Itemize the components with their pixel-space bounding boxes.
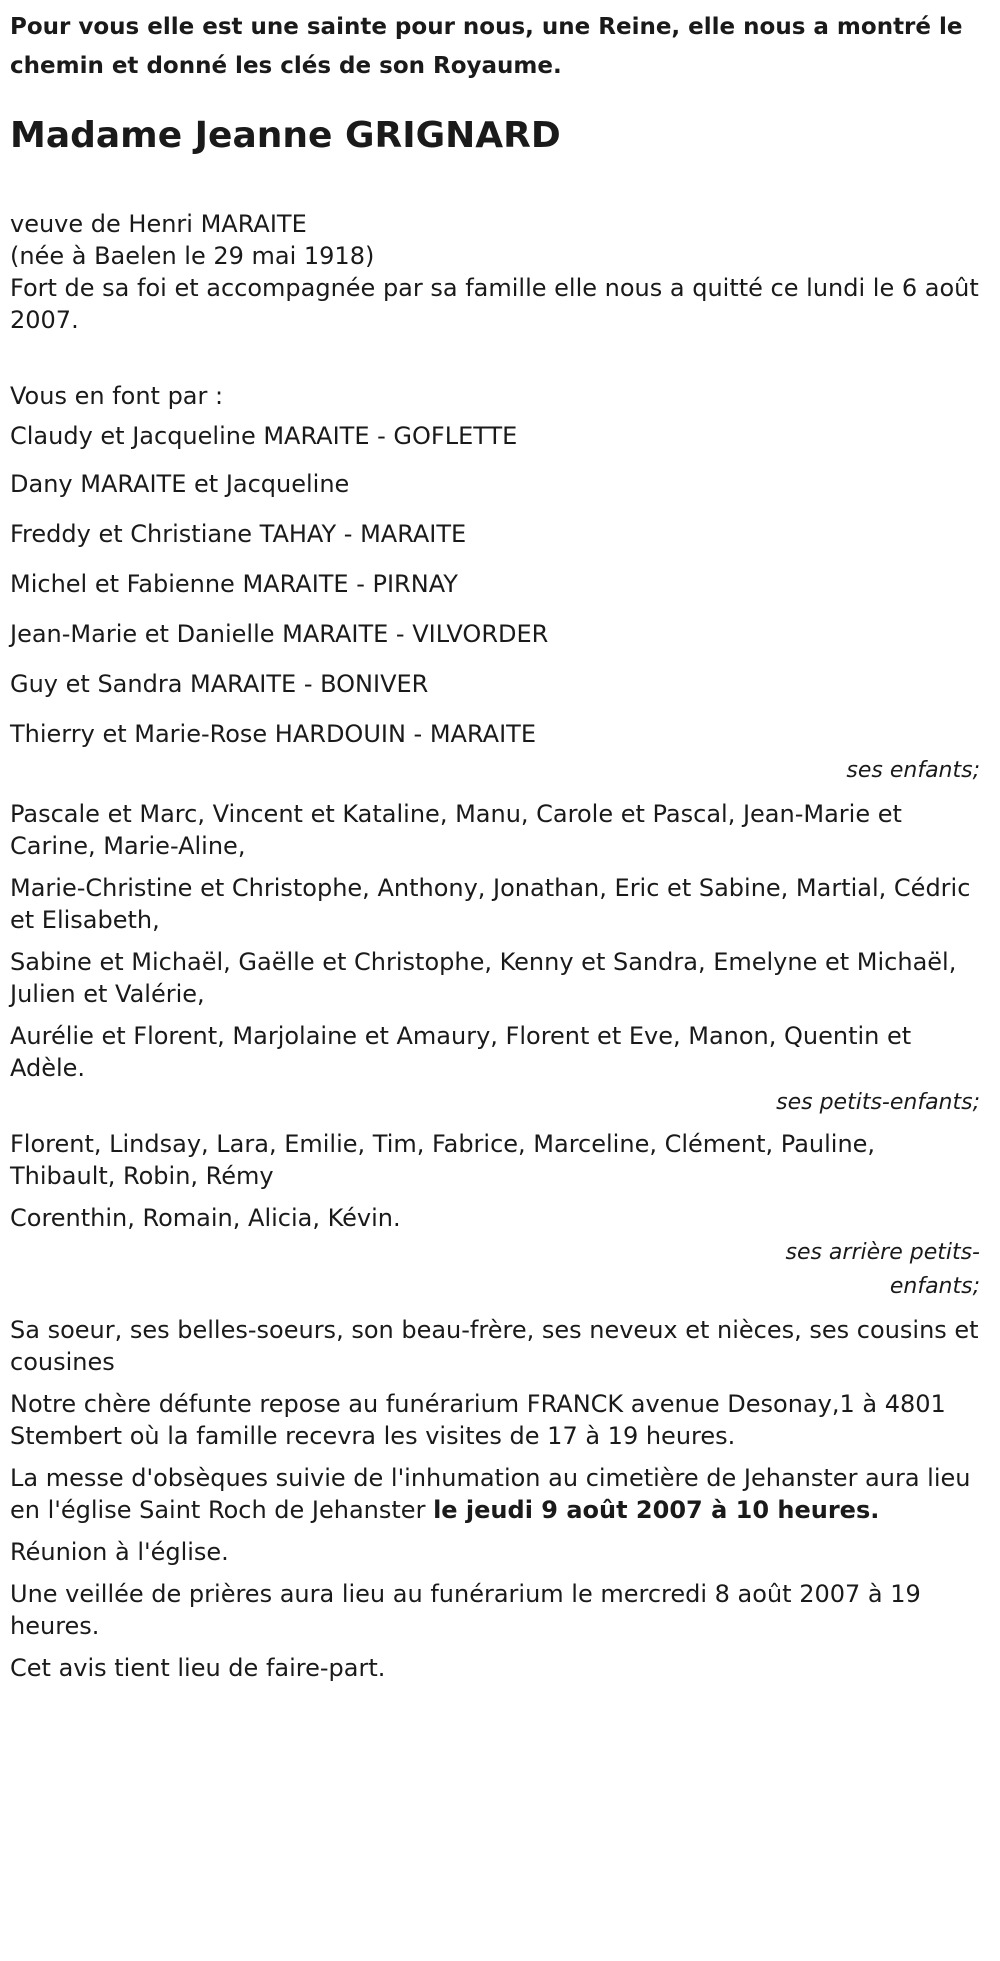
list-item: Florent, Lindsay, Lara, Emilie, Tim, Fabrice, Marceline, Clément, Pauline, Thibault, Robin, Rémy	[10, 1130, 876, 1190]
great-grandchildren-label: ses arrière petits-enfants;	[785, 1240, 980, 1299]
list-item: Michel et Fabienne MARAITE - PIRNAY	[10, 570, 458, 598]
list-item: Marie-Christine et Christophe, Anthony, Jonathan, Eric et Sabine, Martial, Cédric et Elisabeth,	[10, 874, 971, 934]
list-item: Freddy et Christiane TAHAY - MARAITE	[10, 520, 467, 548]
birth-info: (née à Baelen le 29 mai 1918)	[10, 242, 375, 270]
funeral-text: La messe d'obsèques suivie de l'inhumation au cimetière de Jehanster aura lieu en l'église Saint Roch de Jehanster	[10, 1464, 971, 1524]
list-item: Sabine et Michaël, Gaëlle et Christophe, Kenny et Sandra, Emelyne et Michaël, Julien et Valérie,	[10, 948, 957, 1008]
list-item: Jean-Marie et Danielle MARAITE - VILVORDER	[10, 620, 549, 648]
widow-of: veuve de Henri MARAITE	[10, 210, 307, 238]
closing-text: Cet avis tient lieu de faire-part.	[10, 1654, 386, 1682]
funeral-date: le jeudi 9 août 2007 à 10 heures.	[433, 1496, 880, 1524]
list-item: Thierry et Marie-Rose HARDOUIN - MARAITE	[10, 720, 536, 748]
children-label: ses enfants;	[846, 758, 980, 783]
deceased-details	[10, 208, 980, 336]
death-info: Fort de sa foi et accompagnée par sa famille elle nous a quitté ce lundi le 6 août 2007.	[10, 274, 979, 334]
grandchildren-label: ses petits-enfants;	[776, 1090, 980, 1115]
closing-section	[10, 1314, 980, 1684]
announce-text: Vous en font par :	[10, 382, 224, 410]
children-section	[10, 376, 980, 788]
children-list	[10, 416, 980, 754]
list-item: Aurélie et Florent, Marjolaine et Amaury, Florent et Eve, Manon, Quentin et Adèle.	[10, 1022, 912, 1082]
list-item: Guy et Sandra MARAITE - BONIVER	[10, 670, 429, 698]
vigil-info: Une veillée de prières aura lieu au funérarium le mercredi 8 août 2007 à 19 heures.	[10, 1580, 921, 1640]
rest-info: Notre chère défunte repose au funérarium FRANCK avenue Desonay,1 à 4801 Stembert où la famille recevra les visites de 17 à 19 heures.	[10, 1390, 946, 1450]
intro-text: Pour vous elle est une sainte pour nous, une Reine, elle nous a montré le chemin et donné les clés de son Royaume.	[10, 14, 963, 79]
meeting-info: Réunion à l'église.	[10, 1538, 229, 1566]
great-grandchildren-section	[10, 1128, 980, 1304]
list-item: Corenthin, Romain, Alicia, Kévin.	[10, 1204, 401, 1232]
list-item: Pascale et Marc, Vincent et Kataline, Manu, Carole et Pascal, Jean-Marie et Carine, Marie-Aline,	[10, 800, 902, 860]
list-item: Claudy et Jacqueline MARAITE - GOFLETTE	[10, 422, 518, 450]
list-item: Dany MARAITE et Jacqueline	[10, 470, 350, 498]
funeral-info	[10, 1462, 980, 1526]
other-family: Sa soeur, ses belles-soeurs, son beau-frère, ses neveux et nièces, ses cousins et cousines	[10, 1316, 979, 1376]
grandchildren-section	[10, 798, 980, 1120]
deceased-name: Madame Jeanne GRIGNARD	[10, 115, 561, 156]
